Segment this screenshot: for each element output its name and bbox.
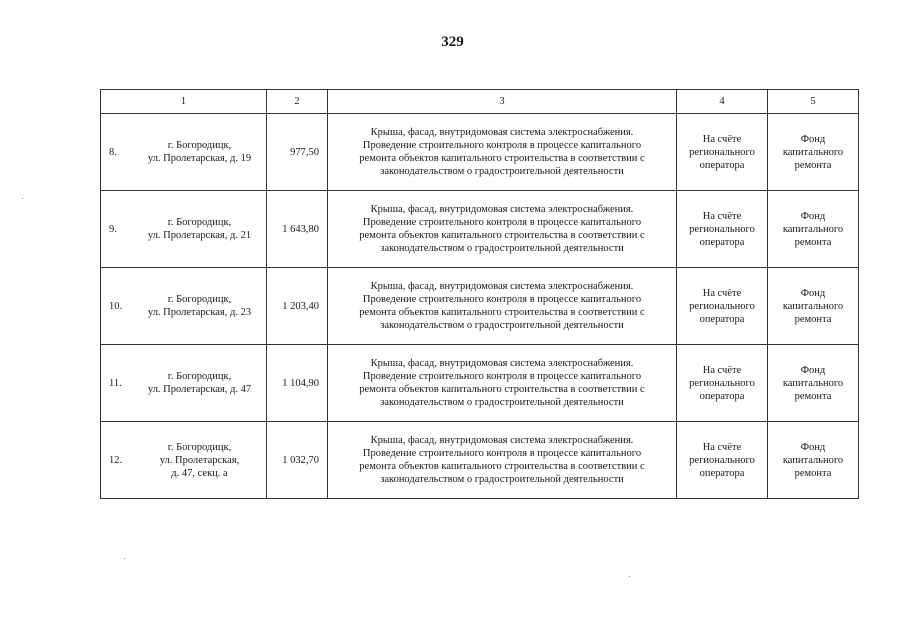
funding-source-cell xyxy=(768,345,859,422)
address-wrap xyxy=(109,293,260,319)
account-line: регионального xyxy=(689,454,755,466)
address-cell xyxy=(101,422,267,499)
address-wrap xyxy=(109,441,260,480)
address-line: г. Богородицк, xyxy=(167,441,232,453)
funding-source-cell xyxy=(768,191,859,268)
address-cell xyxy=(101,114,267,191)
row-number: 9. xyxy=(109,223,117,235)
funding-source-line: капитального xyxy=(782,377,844,389)
address-cell xyxy=(101,345,267,422)
works-line: законодательством о градостроительной деятельности xyxy=(380,166,624,177)
address-line: ул. Пролетарская, д. 19 xyxy=(147,153,252,164)
works-line: Крыша, фасад, внутридомовая система электроснабжения. xyxy=(370,435,634,446)
address-text xyxy=(131,441,260,480)
page-number: 329 xyxy=(441,34,464,50)
account-cell xyxy=(677,422,768,499)
table-row xyxy=(101,114,859,191)
works-cell xyxy=(328,268,677,345)
works-line: ремонта объектов капитального строительства в соответствии с xyxy=(359,230,645,241)
works-line: законодательством о градостроительной деятельности xyxy=(380,397,624,408)
address-line: ул. Пролетарская, д. 47 xyxy=(147,384,252,395)
funding-source-line: ремонта xyxy=(794,159,832,171)
account-line: На счёте xyxy=(702,133,742,145)
works-table xyxy=(100,89,859,499)
funding-source-line: капитального xyxy=(782,300,844,312)
area-cell: 1 104,90 xyxy=(267,345,328,422)
works-line: законодательством о градостроительной деятельности xyxy=(380,320,624,331)
works-line: законодательством о градостроительной деятельности xyxy=(380,243,624,254)
address-text xyxy=(131,293,260,319)
funding-source-line: капитального xyxy=(782,223,844,235)
funding-source-line: капитального xyxy=(782,146,844,158)
account-cell xyxy=(677,114,768,191)
works-line: ремонта объектов капитального строительства в соответствии с xyxy=(359,153,645,164)
works-line: ремонта объектов капитального строительства в соответствии с xyxy=(359,461,645,472)
account-line: На счёте xyxy=(702,364,742,376)
works-line: законодательством о градостроительной деятельности xyxy=(380,474,624,485)
account-line: оператора xyxy=(699,313,745,325)
header-col-2: 2 xyxy=(267,90,328,114)
works-line: Крыша, фасад, внутридомовая система электроснабжения. xyxy=(370,204,634,215)
address-cell xyxy=(101,191,267,268)
address-line: ул. Пролетарская, д. 21 xyxy=(147,230,252,241)
funding-source-line: ремонта xyxy=(794,467,832,479)
table-body xyxy=(101,114,859,499)
works-line: Проведение строительного контроля в процессе капитального xyxy=(362,140,642,151)
works-line: Проведение строительного контроля в процессе капитального xyxy=(362,371,642,382)
funding-source-cell xyxy=(768,422,859,499)
funding-source-cell xyxy=(768,268,859,345)
header-col-5: 5 xyxy=(768,90,859,114)
funding-source-line: ремонта xyxy=(794,236,832,248)
area-cell: 1 643,80 xyxy=(267,191,328,268)
account-cell xyxy=(677,191,768,268)
address-line: д. 47, секц. а xyxy=(171,467,228,479)
address-text xyxy=(131,370,260,396)
address-line: г. Богородицк, xyxy=(167,294,232,305)
address-line: ул. Пролетарская, д. 23 xyxy=(147,307,252,318)
works-cell xyxy=(328,422,677,499)
works-line: ремонта объектов капитального строительства в соответствии с xyxy=(359,384,645,395)
funding-source-line: Фонд xyxy=(800,287,826,299)
works-cell xyxy=(328,191,677,268)
works-line: Проведение строительного контроля в процессе капитального xyxy=(362,217,642,228)
area-cell: 1 032,70 xyxy=(267,422,328,499)
account-line: регионального xyxy=(689,377,755,389)
address-line: ул. Пролетарская, xyxy=(159,454,240,466)
address-wrap xyxy=(109,370,260,396)
address-text xyxy=(131,139,260,165)
works-cell xyxy=(328,345,677,422)
funding-source-line: ремонта xyxy=(794,390,832,402)
works-line: Крыша, фасад, внутридомовая система электроснабжения. xyxy=(370,281,634,292)
funding-source-line: Фонд xyxy=(800,210,826,222)
funding-source-line: капитального xyxy=(782,454,844,466)
account-line: оператора xyxy=(699,467,745,479)
funding-source-line: Фонд xyxy=(800,133,826,145)
table-row xyxy=(101,268,859,345)
account-line: оператора xyxy=(699,390,745,402)
row-number: 10. xyxy=(109,300,123,312)
address-cell xyxy=(101,268,267,345)
works-line: Проведение строительного контроля в процессе капитального xyxy=(362,294,642,305)
address-line: г. Богородицк, xyxy=(167,217,232,228)
table-row xyxy=(101,345,859,422)
account-line: На счёте xyxy=(702,441,742,453)
scan-speck xyxy=(124,558,125,559)
address-wrap xyxy=(109,139,260,165)
funding-source-cell xyxy=(768,114,859,191)
table-row xyxy=(101,422,859,499)
funding-source-line: Фонд xyxy=(800,364,826,376)
scan-speck xyxy=(22,198,23,199)
account-line: регионального xyxy=(689,223,755,235)
address-wrap xyxy=(109,216,260,242)
row-number: 8. xyxy=(109,146,117,158)
funding-source-line: Фонд xyxy=(800,441,826,453)
works-cell xyxy=(328,114,677,191)
header-col-1: 1 xyxy=(101,90,267,114)
account-cell xyxy=(677,268,768,345)
header-col-4: 4 xyxy=(677,90,768,114)
works-line: Крыша, фасад, внутридомовая система электроснабжения. xyxy=(370,358,634,369)
header-row xyxy=(101,90,859,114)
account-line: На счёте xyxy=(702,210,742,222)
table-row xyxy=(101,191,859,268)
works-line: Проведение строительного контроля в процессе капитального xyxy=(362,448,642,459)
scan-speck xyxy=(629,576,630,577)
account-cell xyxy=(677,345,768,422)
address-line: г. Богородицк, xyxy=(167,371,232,382)
account-line: регионального xyxy=(689,146,755,158)
account-line: регионального xyxy=(689,300,755,312)
area-cell: 977,50 xyxy=(267,114,328,191)
address-text xyxy=(131,216,260,242)
header-col-3: 3 xyxy=(328,90,677,114)
account-line: На счёте xyxy=(702,287,742,299)
works-line: Крыша, фасад, внутридомовая система электроснабжения. xyxy=(370,127,634,138)
area-cell: 1 203,40 xyxy=(267,268,328,345)
account-line: оператора xyxy=(699,236,745,248)
row-number: 12. xyxy=(109,454,123,466)
account-line: оператора xyxy=(699,159,745,171)
works-line: ремонта объектов капитального строительства в соответствии с xyxy=(359,307,645,318)
row-number: 11. xyxy=(109,377,122,389)
funding-source-line: ремонта xyxy=(794,313,832,325)
address-line: г. Богородицк, xyxy=(167,140,232,151)
